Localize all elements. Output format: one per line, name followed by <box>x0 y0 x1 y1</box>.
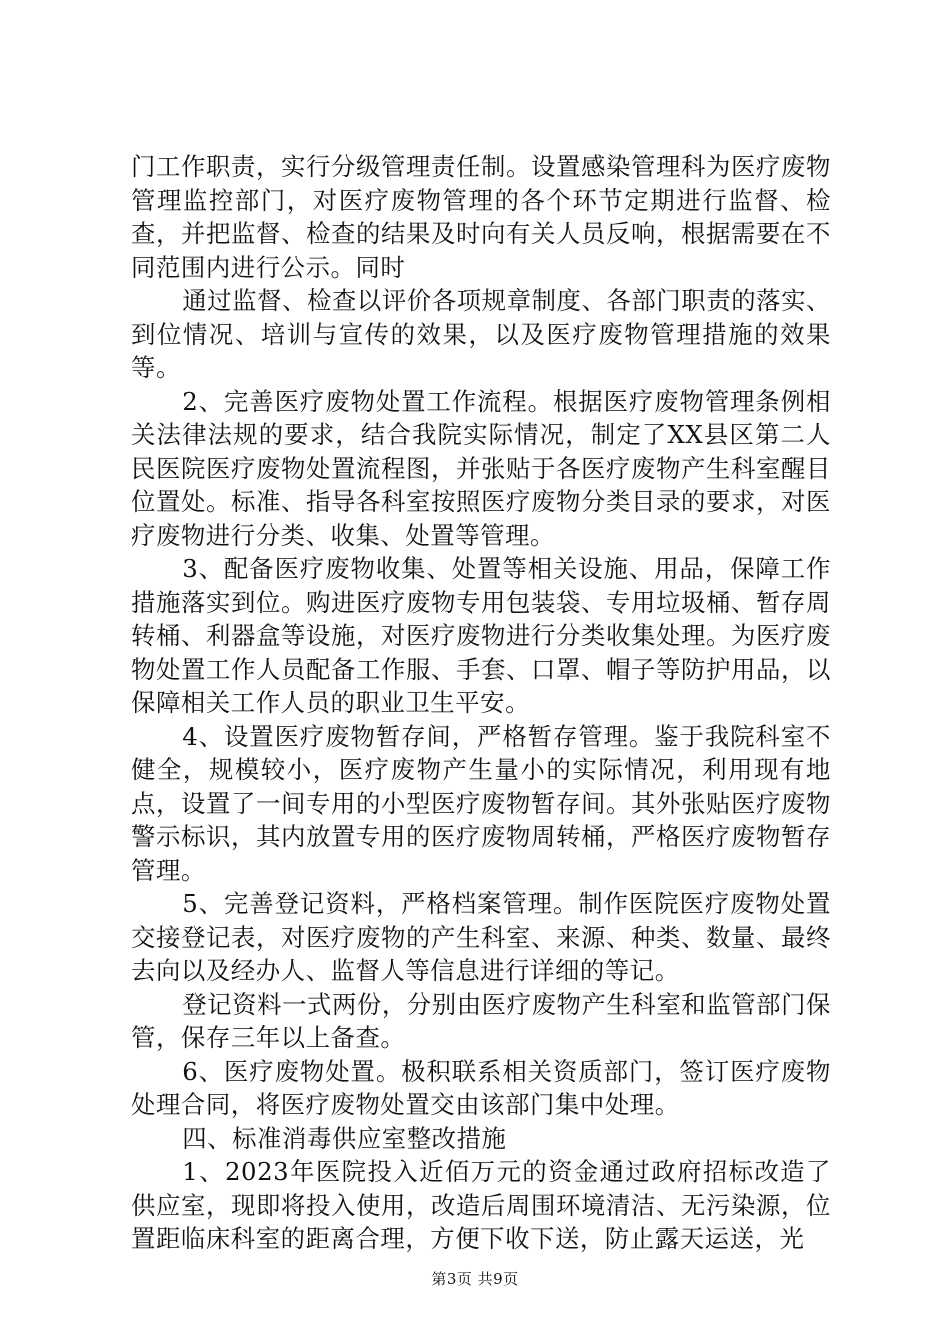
paragraph: 4、设置医疗废物暂存间，严格暂存管理。鉴于我院科室不健全，规模较小，医疗废物产生量小的实际情况，利用现有地点，设置了一间专用的小型医疗废物暂存间。其外张贴医疗废物警示标识，其内放置专用的医疗废物周转桶，严格医疗废物暂存管理。 <box>131 721 831 885</box>
paragraph: 2、完善医疗废物处置工作流程。根据医疗废物管理条例相关法律法规的要求，结合我院实际情况，制定了XX县区第二人民医院医疗废物处置流程图，并张贴于各医疗废物产生科室醒目位置处。标准、指导各科室按照医疗废物分类目录的要求，对医疗废物进行分类、收集、处置等管理。 <box>131 386 831 550</box>
paragraph: 3、配备医疗废物收集、处置等相关设施、用品，保障工作措施落实到位。购进医疗废物专用包装袋、专用垃圾桶、暂存周转桶、利器盒等设施，对医疗废物进行分类收集处理。为医疗废物处置工作人员配备工作服、手套、口罩、帽子等防护用品，以保障相关工作人员的职业卫生平安。 <box>131 554 831 717</box>
paragraph: 6、医疗废物处置。极积联系相关资质部门，签订医疗废物处理合同，将医疗废物处置交由该部门集中处理。 <box>131 1056 831 1119</box>
paragraph: 通过监督、检查以评价各项规章制度、各部门职责的落实、到位情况、培训与宣传的效果，以及医疗废物管理措施的效果等。 <box>131 286 831 382</box>
page-number: 第3页 共9页 <box>431 1270 519 1288</box>
section-heading: 四、标准消毒供应室整改措施 <box>182 1123 507 1153</box>
paragraph: 门工作职责，实行分级管理责任制。设置感染管理科为医疗废物管理监控部门，对医疗废物管理的各个环节定期进行监督、检查，并把监督、检查的结果及时向有关人员反响，根据需要在不同范围内进行公示。同时 <box>131 152 831 282</box>
document-body <box>131 150 831 1256</box>
paragraph: 1、2023年医院投入近佰万元的资金通过政府招标改造了供应室，现即将投入使用，改造后周围环境清洁、无污染源，位置距临床科室的距离合理，方便下收下送，防止露天运送，光 <box>131 1157 831 1253</box>
paragraph: 5、完善登记资料，严格档案管理。制作医院医疗废物处置交接登记表，对医疗废物的产生科室、来源、种类、数量、最终去向以及经办人、监督人等信息进行详细的等记。 <box>131 889 831 985</box>
paragraph: 登记资料一式两份，分别由医疗废物产生科室和监管部门保管，保存三年以上备查。 <box>131 989 831 1052</box>
